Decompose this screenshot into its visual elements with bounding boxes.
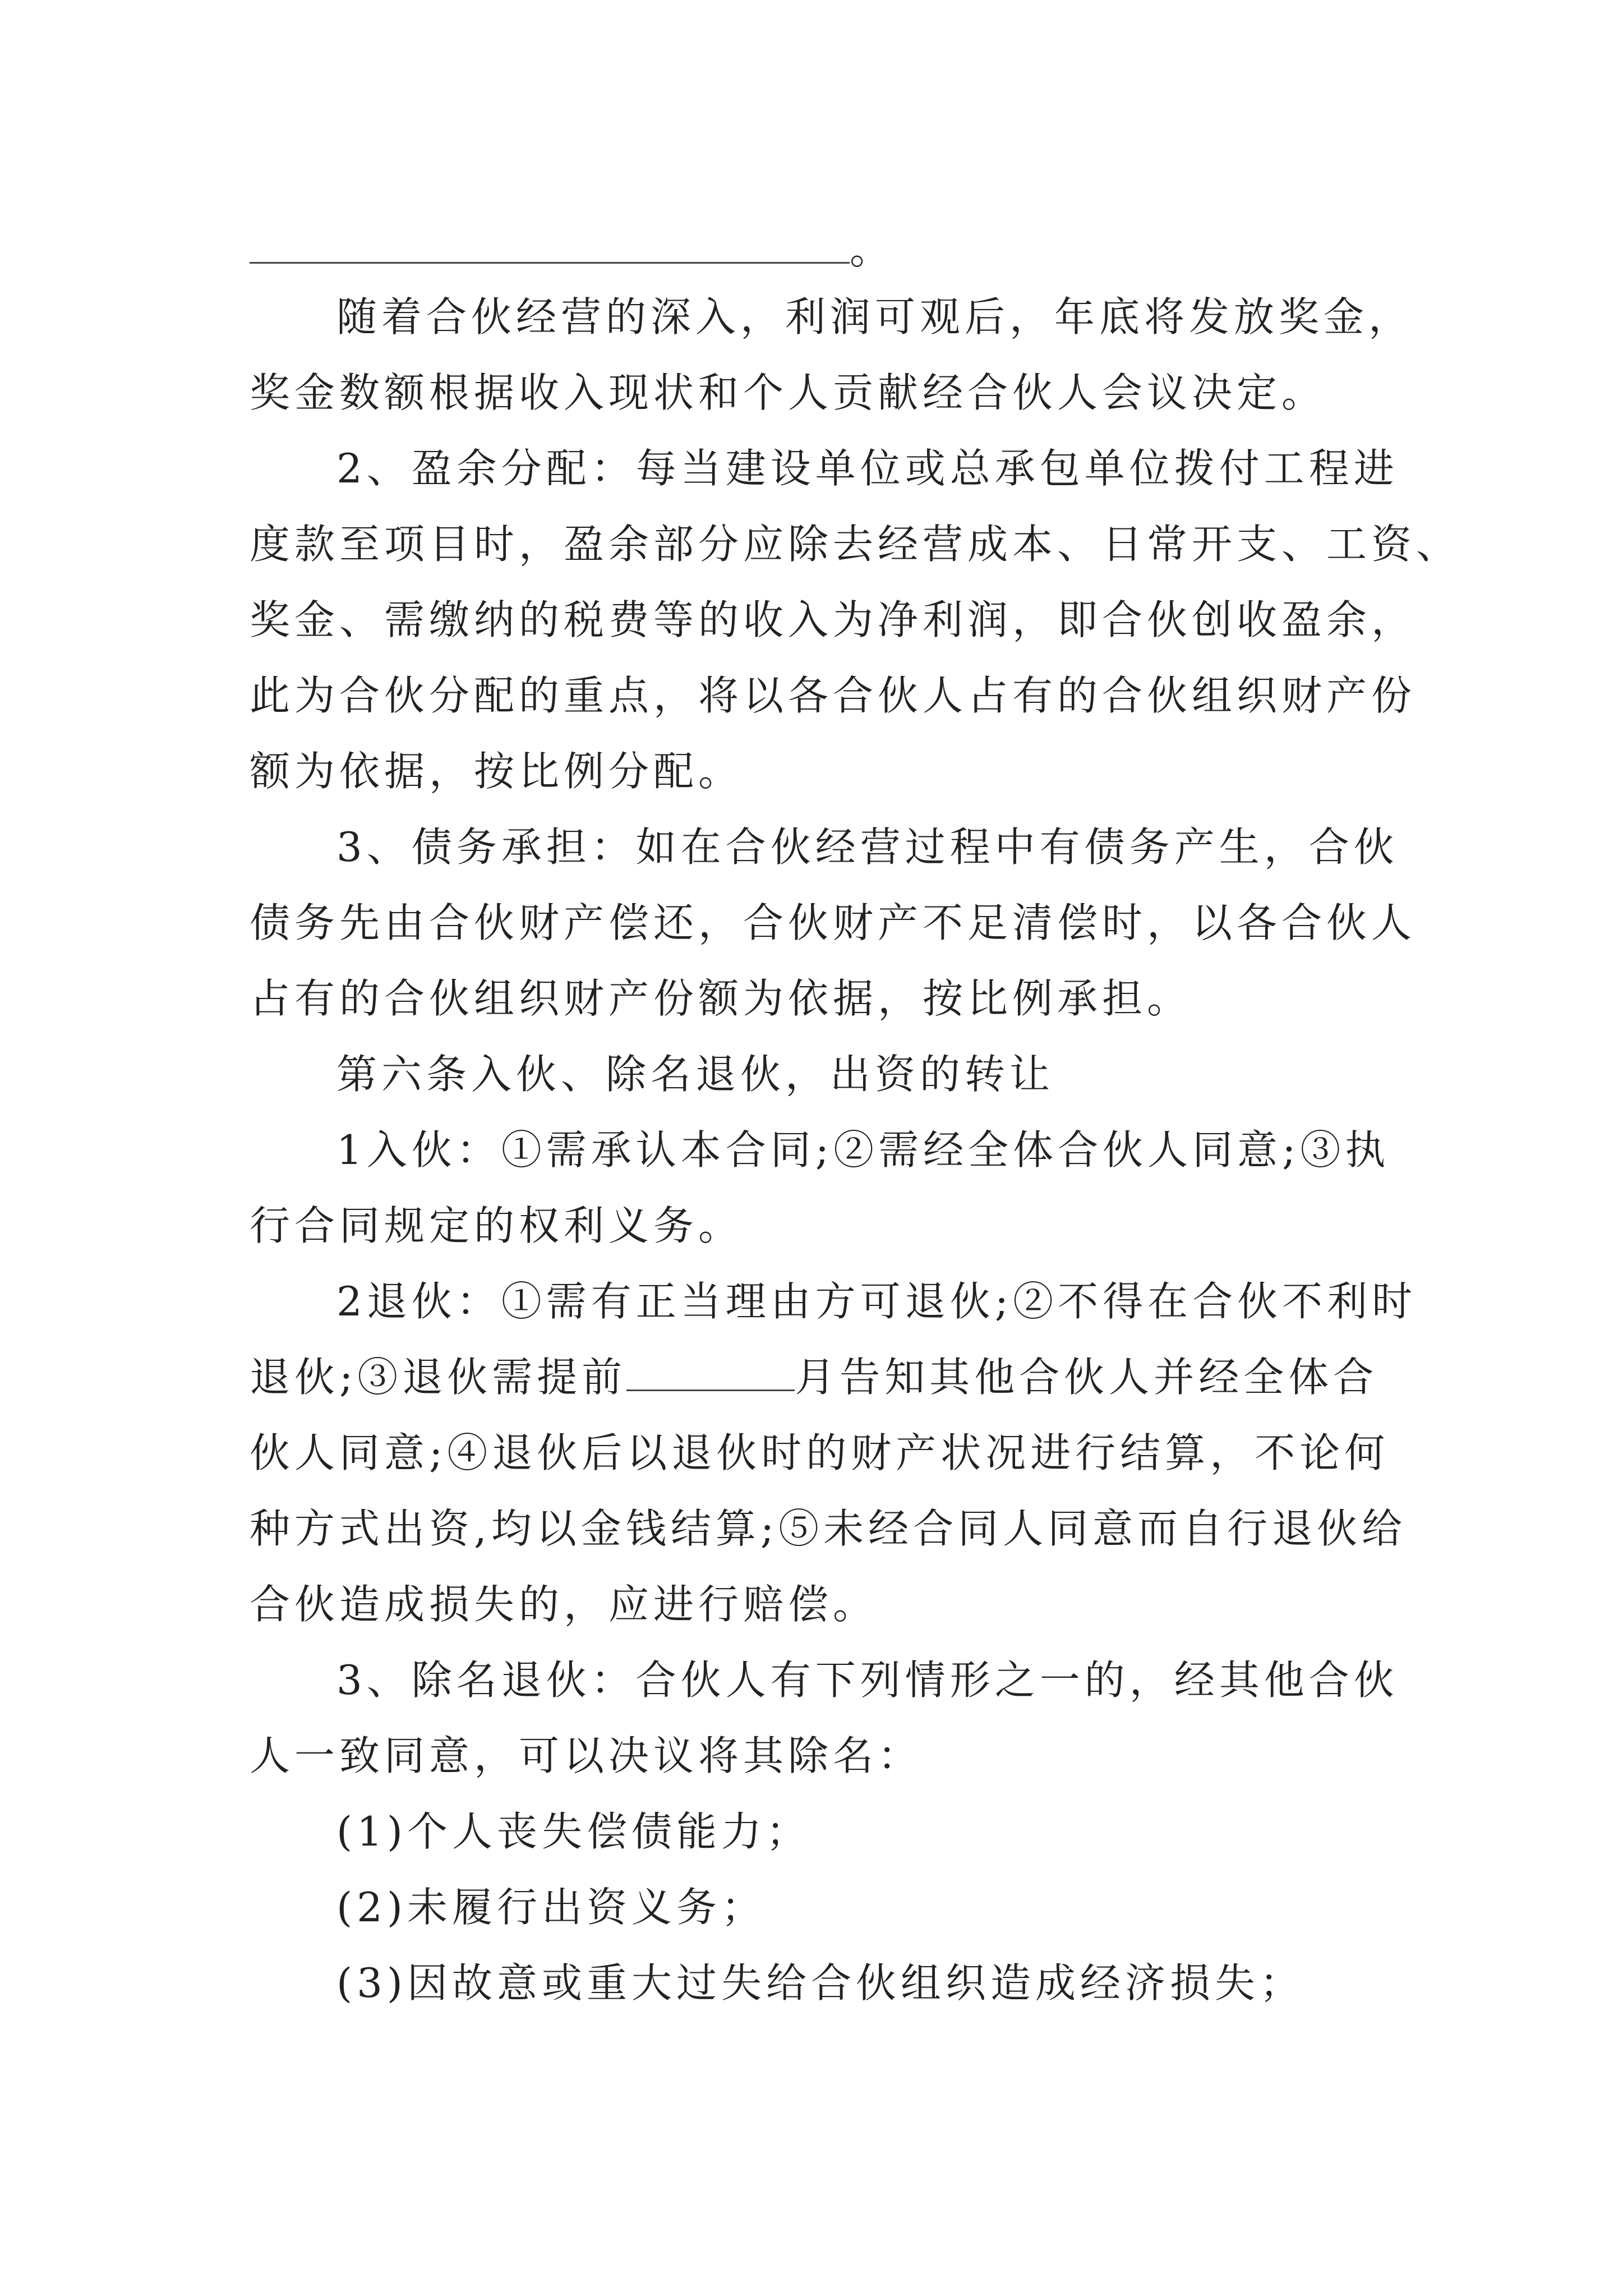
paragraph-surplus-line-2: 度款至项目时，盈余部分应除去经营成本、日常开支、工资、: [250, 521, 1461, 568]
paragraph-expel-line-2: 人一致同意，可以决议将其除名：: [250, 1732, 923, 1779]
paragraph-withdraw-line-2: [250, 1352, 1378, 1402]
paragraph-join-line-1: 1入伙：①需承认本合同;②需经全体合伙人同意;③执: [336, 1126, 1390, 1174]
paragraph-debt-line-1: 3、债务承担：如在合伙经营过程中有债务产生，合伙: [336, 823, 1399, 871]
paragraph-join-line-2: 行合同规定的权利义务。: [250, 1202, 744, 1249]
line-text-after-blank: 月告知其他合伙人并经全体合: [795, 1354, 1378, 1401]
paragraph-debt-line-3: 占有的合伙组织财产份额为依据，按比例承担。: [250, 975, 1192, 1022]
paragraph-debt-line-2: 债务先由合伙财产偿还，合伙财产不足清偿时，以各合伙人: [250, 899, 1417, 946]
text-line-continuation: [250, 224, 895, 275]
paragraph-surplus-line-3: 奖金、需缴纳的税费等的收入为净利润，即合伙创收盈余，: [250, 596, 1417, 643]
blank-fill-line: [626, 1356, 795, 1391]
paragraph-withdraw-line-4: 种方式出资,均以金钱结算;⑤未经合同人同意而自行退伙给: [250, 1505, 1407, 1552]
paragraph-withdraw-line-3: 伙人同意;④退伙后以退伙时的财产状况进行结算，不论何: [250, 1429, 1390, 1476]
list-item-3: (3)因故意或重大过失给合伙组织造成经济损失；: [336, 1959, 1304, 2007]
paragraph-withdraw-line-5: 合伙造成损失的，应进行赔偿。: [250, 1581, 878, 1628]
paragraph-bonus-line-1: 随着合伙经营的深入，利润可观后，年底将发放奖金，: [336, 293, 1414, 341]
paragraph-surplus-line-1: 2、盈余分配：每当建设单位或总承包单位拨付工程进: [336, 445, 1399, 492]
blank-fill-line: [250, 228, 850, 264]
paragraph-withdraw-line-1: 2退伙：①需有正当理由方可退伙;②不得在合伙不利时: [336, 1278, 1417, 1325]
line-text-before-blank: 退伙;③退伙需提前: [250, 1354, 627, 1401]
line-text: 。: [850, 226, 895, 273]
paragraph-expel-line-1: 3、除名退伙：合伙人有下列情形之一的，经其他合伙: [336, 1657, 1399, 1704]
list-item-1: (1)个人丧失偿债能力；: [336, 1808, 811, 1855]
paragraph-bonus-line-2: 奖金数额根据收入现状和个人贡献经合伙人会议决定。: [250, 369, 1327, 416]
paragraph-surplus-line-5: 额为依据，按比例分配。: [250, 748, 744, 795]
article-6-heading: 第六条入伙、除名退伙，出资的转让: [336, 1051, 1055, 1098]
list-item-2: (2)未履行出资义务；: [336, 1884, 766, 1931]
paragraph-surplus-line-4: 此为合伙分配的重点，将以各合伙人占有的合伙组织财产份: [250, 672, 1417, 719]
